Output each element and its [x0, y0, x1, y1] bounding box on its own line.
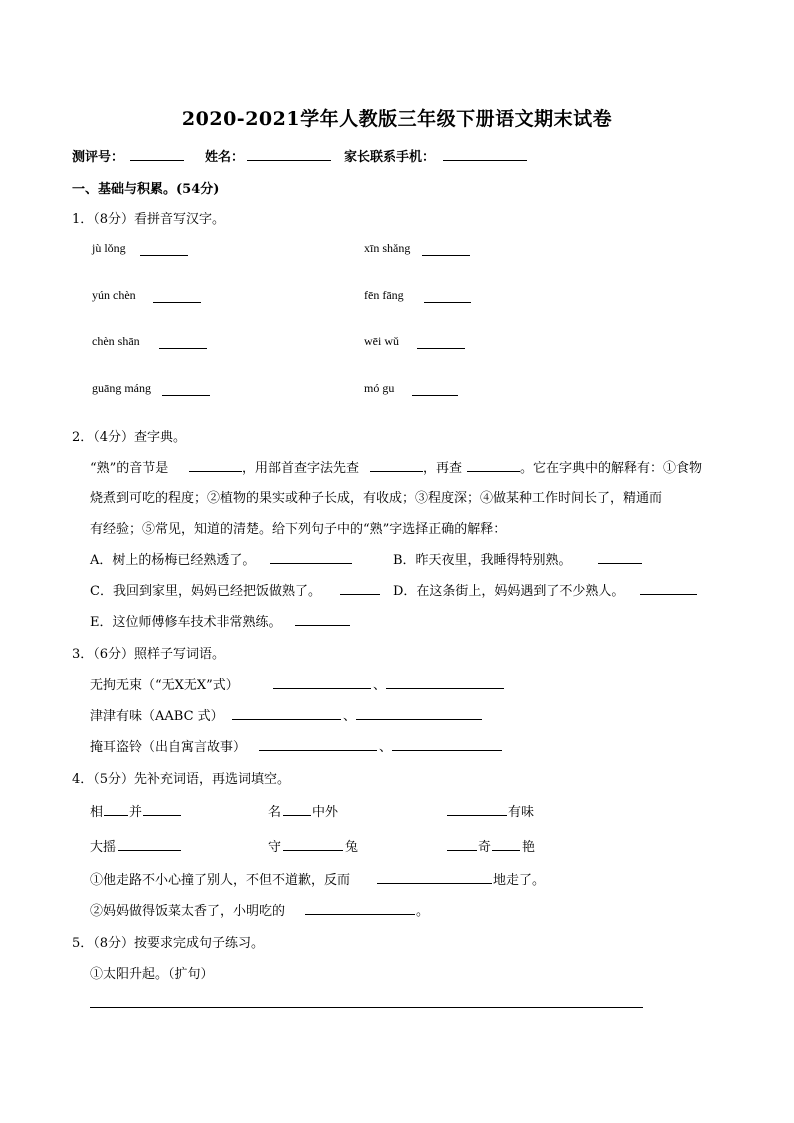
answer-blank[interactable]	[422, 255, 470, 256]
pinyin-item: fēn fāng	[364, 288, 404, 302]
q4-sentence: ①他走路不小心撞了别人，不但不道歉，反而	[90, 873, 351, 888]
pinyin-item: mó gu	[364, 381, 395, 395]
answer-blank[interactable]	[162, 395, 210, 396]
q4-word: 并	[129, 805, 143, 820]
answer-blank[interactable]	[412, 395, 458, 396]
pinyin-item: yún chèn	[92, 288, 136, 302]
id-field[interactable]	[130, 160, 184, 161]
answer-blank[interactable]	[189, 471, 242, 472]
answer-blank[interactable]	[447, 850, 477, 851]
pinyin-item: wēi wǔ	[364, 334, 399, 348]
q4-word: 兔	[345, 840, 359, 855]
q4-word: 大摇	[90, 840, 117, 855]
question-2-heading: 2．（4分）查字典。	[72, 430, 187, 445]
q2-text: “熟”的音节是	[90, 461, 169, 476]
q2-text: 有经验；⑤常见，知道的清楚。给下列句子中的“熟”字选择正确的解释：	[90, 522, 507, 537]
phone-field[interactable]	[443, 160, 527, 161]
q4-sentence: ②妈妈做得饭菜太香了，小明吃的	[90, 904, 286, 919]
answer-blank[interactable]	[305, 914, 415, 915]
answer-blank[interactable]	[283, 815, 311, 816]
q2-text: ，用部首查字法先查	[242, 461, 360, 476]
pinyin-item: chèn shān	[92, 334, 140, 348]
answer-blank[interactable]	[273, 688, 371, 689]
separator: 、	[373, 678, 387, 693]
answer-blank[interactable]	[467, 471, 520, 472]
answer-blank[interactable]	[283, 850, 343, 851]
answer-blank[interactable]	[392, 750, 502, 751]
separator: 、	[379, 740, 393, 755]
q4-word: 守	[268, 840, 282, 855]
answer-blank[interactable]	[295, 625, 350, 626]
answer-blank[interactable]	[356, 719, 482, 720]
option-b: B．昨天夜里，我睡得特别熟。	[393, 553, 572, 568]
option-a: A．树上的杨梅已经熟透了。	[90, 553, 256, 568]
answer-blank[interactable]	[377, 883, 492, 884]
separator: 、	[343, 709, 357, 724]
question-4-heading: 4．（5分）先补充词语，再选词填空。	[72, 772, 291, 787]
q4-word: 名	[268, 805, 282, 820]
answer-blank[interactable]	[140, 255, 188, 256]
q3-line: 津津有味（AABC 式）	[90, 709, 224, 724]
answer-blank[interactable]	[447, 815, 507, 816]
answer-blank[interactable]	[340, 594, 380, 595]
q5-sentence: ①太阳升起。（扩句）	[90, 967, 214, 982]
q2-text: 。它在字典中的解释有：①食物	[520, 461, 703, 476]
answer-blank[interactable]	[417, 348, 465, 349]
answer-blank[interactable]	[118, 850, 181, 851]
answer-blank[interactable]	[270, 563, 352, 564]
answer-blank[interactable]	[640, 594, 697, 595]
phone-label: 家长联系手机：	[344, 150, 436, 165]
option-d: D．在这条街上，妈妈遇到了不少熟人。	[393, 584, 625, 599]
question-1-heading: 1．（8分）看拼音写汉字。	[72, 212, 226, 227]
section-heading: 一、基础与积累。(54分)	[72, 182, 220, 197]
pinyin-item: jù lǒng	[92, 241, 126, 255]
option-c: C．我回到家里，妈妈已经把饭做熟了。	[90, 584, 321, 599]
question-5-heading: 5．（8分）按要求完成句子练习。	[72, 936, 265, 951]
pinyin-item: xīn shǎng	[364, 241, 411, 255]
q4-word: 中外	[312, 805, 339, 820]
answer-blank[interactable]	[232, 719, 341, 720]
answer-blank[interactable]	[104, 815, 128, 816]
q2-text: ，再查	[423, 461, 463, 476]
answer-blank[interactable]	[424, 302, 471, 303]
option-e: E．这位师傅修车技术非常熟练。	[90, 615, 282, 630]
q3-line: 无拘无束（“无X无X”式）	[90, 678, 239, 693]
answer-blank[interactable]	[259, 750, 377, 751]
answer-blank[interactable]	[153, 302, 201, 303]
page-title: 2020-2021学年人教版三年级下册语文期末试卷	[181, 108, 613, 130]
answer-blank[interactable]	[143, 815, 181, 816]
answer-blank[interactable]	[386, 688, 504, 689]
answer-blank[interactable]	[159, 348, 207, 349]
q4-word: 奇	[478, 840, 492, 855]
q4-sentence: 地走了。	[493, 873, 546, 888]
q4-word: 艳	[522, 840, 536, 855]
name-label: 姓名：	[205, 150, 245, 165]
name-field[interactable]	[247, 160, 331, 161]
pinyin-item: guāng máng	[92, 381, 151, 395]
q4-word: 相	[90, 805, 104, 820]
answer-blank[interactable]	[598, 563, 642, 564]
id-label: 测评号：	[72, 150, 125, 165]
q2-text: 烧煮到可吃的程度；②植物的果实或种子长成，有收成；③程度深；④做某种工作时间长了，精通而	[90, 491, 663, 506]
q4-word: 有味	[508, 805, 535, 820]
answer-line[interactable]	[90, 1007, 643, 1008]
q3-line: 掩耳盗铃（出自寓言故事）	[90, 740, 247, 755]
q4-sentence: 。	[416, 904, 430, 919]
question-3-heading: 3．（6分）照样子写词语。	[72, 647, 226, 662]
answer-blank[interactable]	[492, 850, 520, 851]
answer-blank[interactable]	[370, 471, 423, 472]
